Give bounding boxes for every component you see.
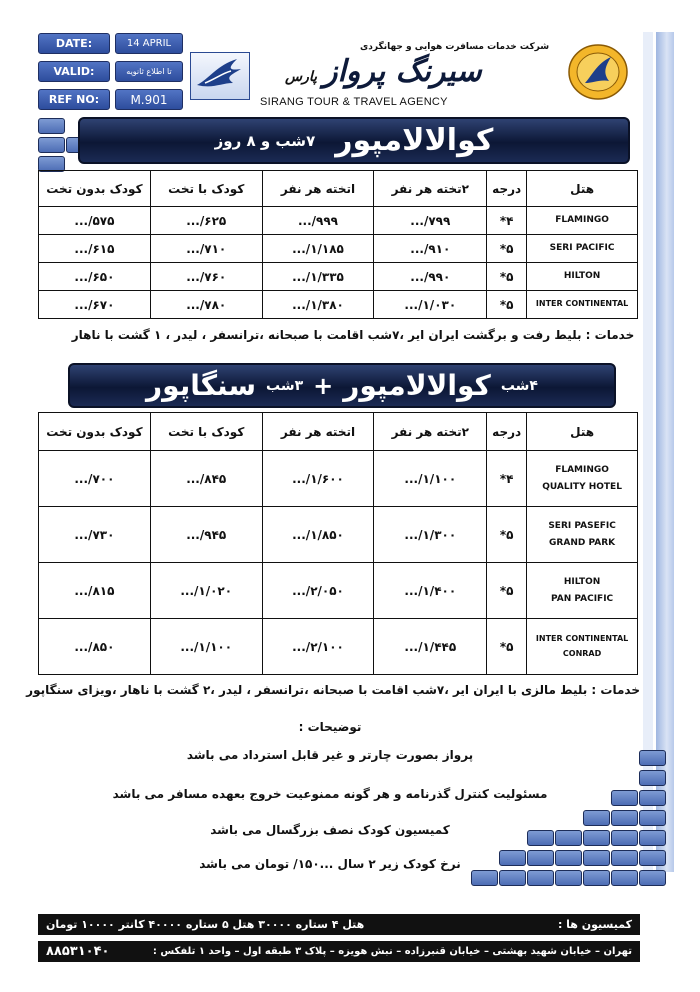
decorative-tile bbox=[639, 850, 666, 866]
decorative-tile bbox=[583, 830, 610, 846]
col-double: ۲تخته هر نفر bbox=[374, 413, 487, 451]
price-child-nobed: ۷۰۰/... bbox=[39, 451, 151, 507]
bird-logo-icon bbox=[190, 52, 250, 100]
package2-price-table bbox=[38, 412, 638, 675]
star-rating: ۴* bbox=[487, 207, 527, 235]
price-single: ۱/۸۵۰/... bbox=[262, 507, 374, 563]
star-rating: ۵* bbox=[487, 507, 527, 563]
hotel-name-sg: CONRAD bbox=[562, 648, 602, 658]
table-row bbox=[39, 235, 638, 263]
price-double: ۷۹۹/... bbox=[374, 207, 487, 235]
decorative-tile bbox=[583, 870, 610, 886]
address-text: تهران – خیابان شهید بهشتی – خیابان قنبرزاده – نبش هویزه – پلاک ۳ طبقه اول – واحد ۱ تلفکس : bbox=[152, 946, 632, 957]
price-single: ۲/۰۵۰/... bbox=[262, 563, 374, 619]
col-child-nobed: کودک بدون تخت bbox=[39, 413, 151, 451]
package1-price-table bbox=[38, 170, 638, 319]
hotel-name-kl: INTER CONTINENTAL bbox=[535, 634, 629, 644]
price-child-nobed: ۶۵۰/... bbox=[39, 263, 151, 291]
decorative-tile bbox=[639, 810, 666, 826]
package2-plus: + bbox=[313, 371, 334, 400]
star-rating: ۵* bbox=[487, 235, 527, 263]
hotel-name-kl: FLAMINGO bbox=[555, 465, 609, 476]
hotel-name: FLAMINGO bbox=[527, 207, 638, 235]
decorative-tile bbox=[639, 790, 666, 806]
star-rating: ۵* bbox=[487, 263, 527, 291]
price-child-bed: ۷۱۰/... bbox=[150, 235, 262, 263]
col-star: درجه bbox=[487, 171, 527, 207]
col-hotel: هتل bbox=[527, 171, 638, 207]
price-child-nobed: ۵۷۵/... bbox=[39, 207, 151, 235]
price-child-bed: ۶۲۵/... bbox=[150, 207, 262, 235]
company-name-block bbox=[285, 54, 482, 89]
commission-label: کمیسیون ها : bbox=[557, 918, 632, 931]
price-child-bed: ۱/۰۲۰/... bbox=[150, 563, 262, 619]
price-child-nobed: ۷۳۰/... bbox=[39, 507, 151, 563]
decorative-tile bbox=[583, 850, 610, 866]
price-child-nobed: ۶۷۰/... bbox=[39, 291, 151, 319]
decorative-tile bbox=[639, 750, 666, 766]
commission-text: هتل ۴ ستاره ۳۰۰۰۰ هتل ۵ ستاره ۴۰۰۰۰ کانتر ۱۰۰۰۰ تومان bbox=[46, 918, 365, 931]
decorative-tile bbox=[38, 137, 65, 153]
package2-nights-b: ۳شب bbox=[266, 377, 304, 394]
address-bar bbox=[38, 941, 640, 962]
col-single: اتخته هر نفر bbox=[262, 171, 374, 207]
hotel-name-sg: GRAND PARK bbox=[549, 537, 616, 548]
price-child-bed: ۷۶۰/... bbox=[150, 263, 262, 291]
price-double: ۱/۰۳۰/... bbox=[374, 291, 487, 319]
valid-value: تا اطلاع ثانویه bbox=[115, 61, 183, 82]
hotel-name-kl: HILTON bbox=[563, 577, 601, 588]
decorative-stripe-inner bbox=[643, 32, 653, 872]
decorative-tile bbox=[611, 810, 638, 826]
decorative-tile bbox=[527, 870, 554, 886]
price-child-nobed: ۶۱۵/... bbox=[39, 235, 151, 263]
decorative-tile bbox=[555, 870, 582, 886]
decorative-tile bbox=[639, 870, 666, 886]
valid-label: VALID: bbox=[38, 61, 110, 82]
company-english-name: SIRANG TOUR & TRAVEL AGENCY bbox=[260, 96, 448, 108]
table-row bbox=[39, 619, 638, 675]
hotel-names bbox=[527, 563, 638, 619]
col-single: اتخته هر نفر bbox=[262, 413, 374, 451]
date-value: 14 APRIL bbox=[115, 33, 183, 54]
price-child-bed: ۷۸۰/... bbox=[150, 291, 262, 319]
hotel-name: INTER CONTINENTAL bbox=[527, 291, 638, 319]
table-row bbox=[39, 563, 638, 619]
package2-title-banner bbox=[68, 363, 616, 408]
price-child-bed: ۹۴۵/... bbox=[150, 507, 262, 563]
decorative-tile bbox=[611, 850, 638, 866]
hotel-name-sg: PAN PACIFIC bbox=[550, 593, 614, 604]
price-single: ۱/۳۸۰/... bbox=[262, 291, 374, 319]
col-child-bed: کودک با تخت bbox=[150, 171, 262, 207]
decorative-tile bbox=[499, 870, 526, 886]
table-row bbox=[39, 263, 638, 291]
price-single: ۲/۱۰۰/... bbox=[262, 619, 374, 675]
table-row bbox=[39, 291, 638, 319]
decorative-stripe bbox=[656, 32, 674, 872]
seal-logo-icon bbox=[567, 43, 629, 101]
decorative-tile bbox=[611, 870, 638, 886]
col-star: درجه bbox=[487, 413, 527, 451]
ref-label: REF NO: bbox=[38, 89, 110, 110]
table-header-row bbox=[39, 413, 638, 451]
price-single: ۹۹۹/... bbox=[262, 207, 374, 235]
commission-bar bbox=[38, 914, 640, 935]
hotel-names bbox=[527, 451, 638, 507]
package1-title-banner bbox=[78, 117, 630, 164]
ref-value: M.901 bbox=[115, 89, 183, 110]
price-double: ۱/۳۰۰/... bbox=[374, 507, 487, 563]
date-label: DATE: bbox=[38, 33, 110, 54]
price-child-bed: ۱/۱۰۰/... bbox=[150, 619, 262, 675]
hotel-names bbox=[527, 619, 638, 675]
company-name: سیرنگ پرواز bbox=[323, 54, 482, 89]
hotel-name: HILTON bbox=[527, 263, 638, 291]
package2-city-b: سنگاپور bbox=[146, 369, 256, 402]
price-double: ۹۱۰/... bbox=[374, 235, 487, 263]
price-child-nobed: ۸۵۰/... bbox=[39, 619, 151, 675]
note-line: مسئولیت کنترل گذرنامه و هر گونه ممنوعیت خروج بعهده مسافر می باشد bbox=[112, 787, 548, 801]
notes-heading: توضیحات : bbox=[298, 720, 362, 734]
note-line: نرخ کودک زیر ۲ سال ...۱۵۰/ تومان می باشد bbox=[199, 857, 461, 871]
decorative-tile bbox=[639, 830, 666, 846]
package1-title-nights: ۷شب و ۸ روز bbox=[214, 131, 316, 150]
table-row bbox=[39, 451, 638, 507]
hotel-name-sg: QUALITY HOTEL bbox=[542, 481, 622, 492]
star-rating: ۵* bbox=[487, 291, 527, 319]
col-child-nobed: کودک بدون تخت bbox=[39, 171, 151, 207]
col-hotel: هتل bbox=[527, 413, 638, 451]
star-rating: ۵* bbox=[487, 619, 527, 675]
decorative-tile bbox=[38, 118, 65, 134]
price-double: ۹۹۰/... bbox=[374, 263, 487, 291]
price-single: ۱/۶۰۰/... bbox=[262, 451, 374, 507]
hotel-name-kl: SERI PASEFIC bbox=[548, 521, 616, 532]
hotel-names bbox=[527, 507, 638, 563]
price-child-bed: ۸۴۵/... bbox=[150, 451, 262, 507]
col-double: ۲تخته هر نفر bbox=[374, 171, 487, 207]
package2-city-a: کوالالامپور bbox=[343, 369, 491, 402]
price-child-nobed: ۸۱۵/... bbox=[39, 563, 151, 619]
star-rating: ۴* bbox=[487, 451, 527, 507]
phone-number: ۸۸۵۳۱۰۴۰ bbox=[46, 944, 110, 959]
col-child-bed: کودک با تخت bbox=[150, 413, 262, 451]
table-row bbox=[39, 207, 638, 235]
decorative-tile bbox=[639, 770, 666, 786]
company-suffix: پارس bbox=[285, 69, 318, 85]
package2-nights-a: ۴شب bbox=[500, 377, 538, 394]
table-row bbox=[39, 507, 638, 563]
company-line: شرکت خدمات مسافرت هوایی و جهانگردی bbox=[360, 42, 550, 52]
note-line: پرواز بصورت چارتر و غیر قابل استرداد می باشد bbox=[186, 748, 474, 762]
star-rating: ۵* bbox=[487, 563, 527, 619]
price-double: ۱/۴۴۵/... bbox=[374, 619, 487, 675]
decorative-tile bbox=[611, 830, 638, 846]
decorative-tile bbox=[611, 790, 638, 806]
note-line: کمیسیون کودک نصف بزرگسال می باشد bbox=[210, 823, 450, 837]
price-single: ۱/۳۳۵/... bbox=[262, 263, 374, 291]
table-header-row bbox=[39, 171, 638, 207]
package1-services: خدمات : بلیط رفت و برگشت ایران ایر ،۷شب اقامت با صبحانه ،ترانسفر ، لیدر ، ۱ گشت با ناهار bbox=[71, 328, 635, 342]
package2-services: خدمات : بلیط مالزی با ایران ایر ،۷شب اقامت با صبحانه ،ترانسفر ، لیدر ،۲ گشت با ناهار ،ویزای سنگاپور bbox=[26, 683, 640, 697]
price-double: ۱/۴۰۰/... bbox=[374, 563, 487, 619]
price-double: ۱/۱۰۰/... bbox=[374, 451, 487, 507]
decorative-tile bbox=[471, 870, 498, 886]
price-single: ۱/۱۸۵/... bbox=[262, 235, 374, 263]
package1-title-city: کوالالامپور bbox=[335, 123, 494, 158]
hotel-name: SERI PACIFIC bbox=[527, 235, 638, 263]
decorative-tile bbox=[583, 810, 610, 826]
